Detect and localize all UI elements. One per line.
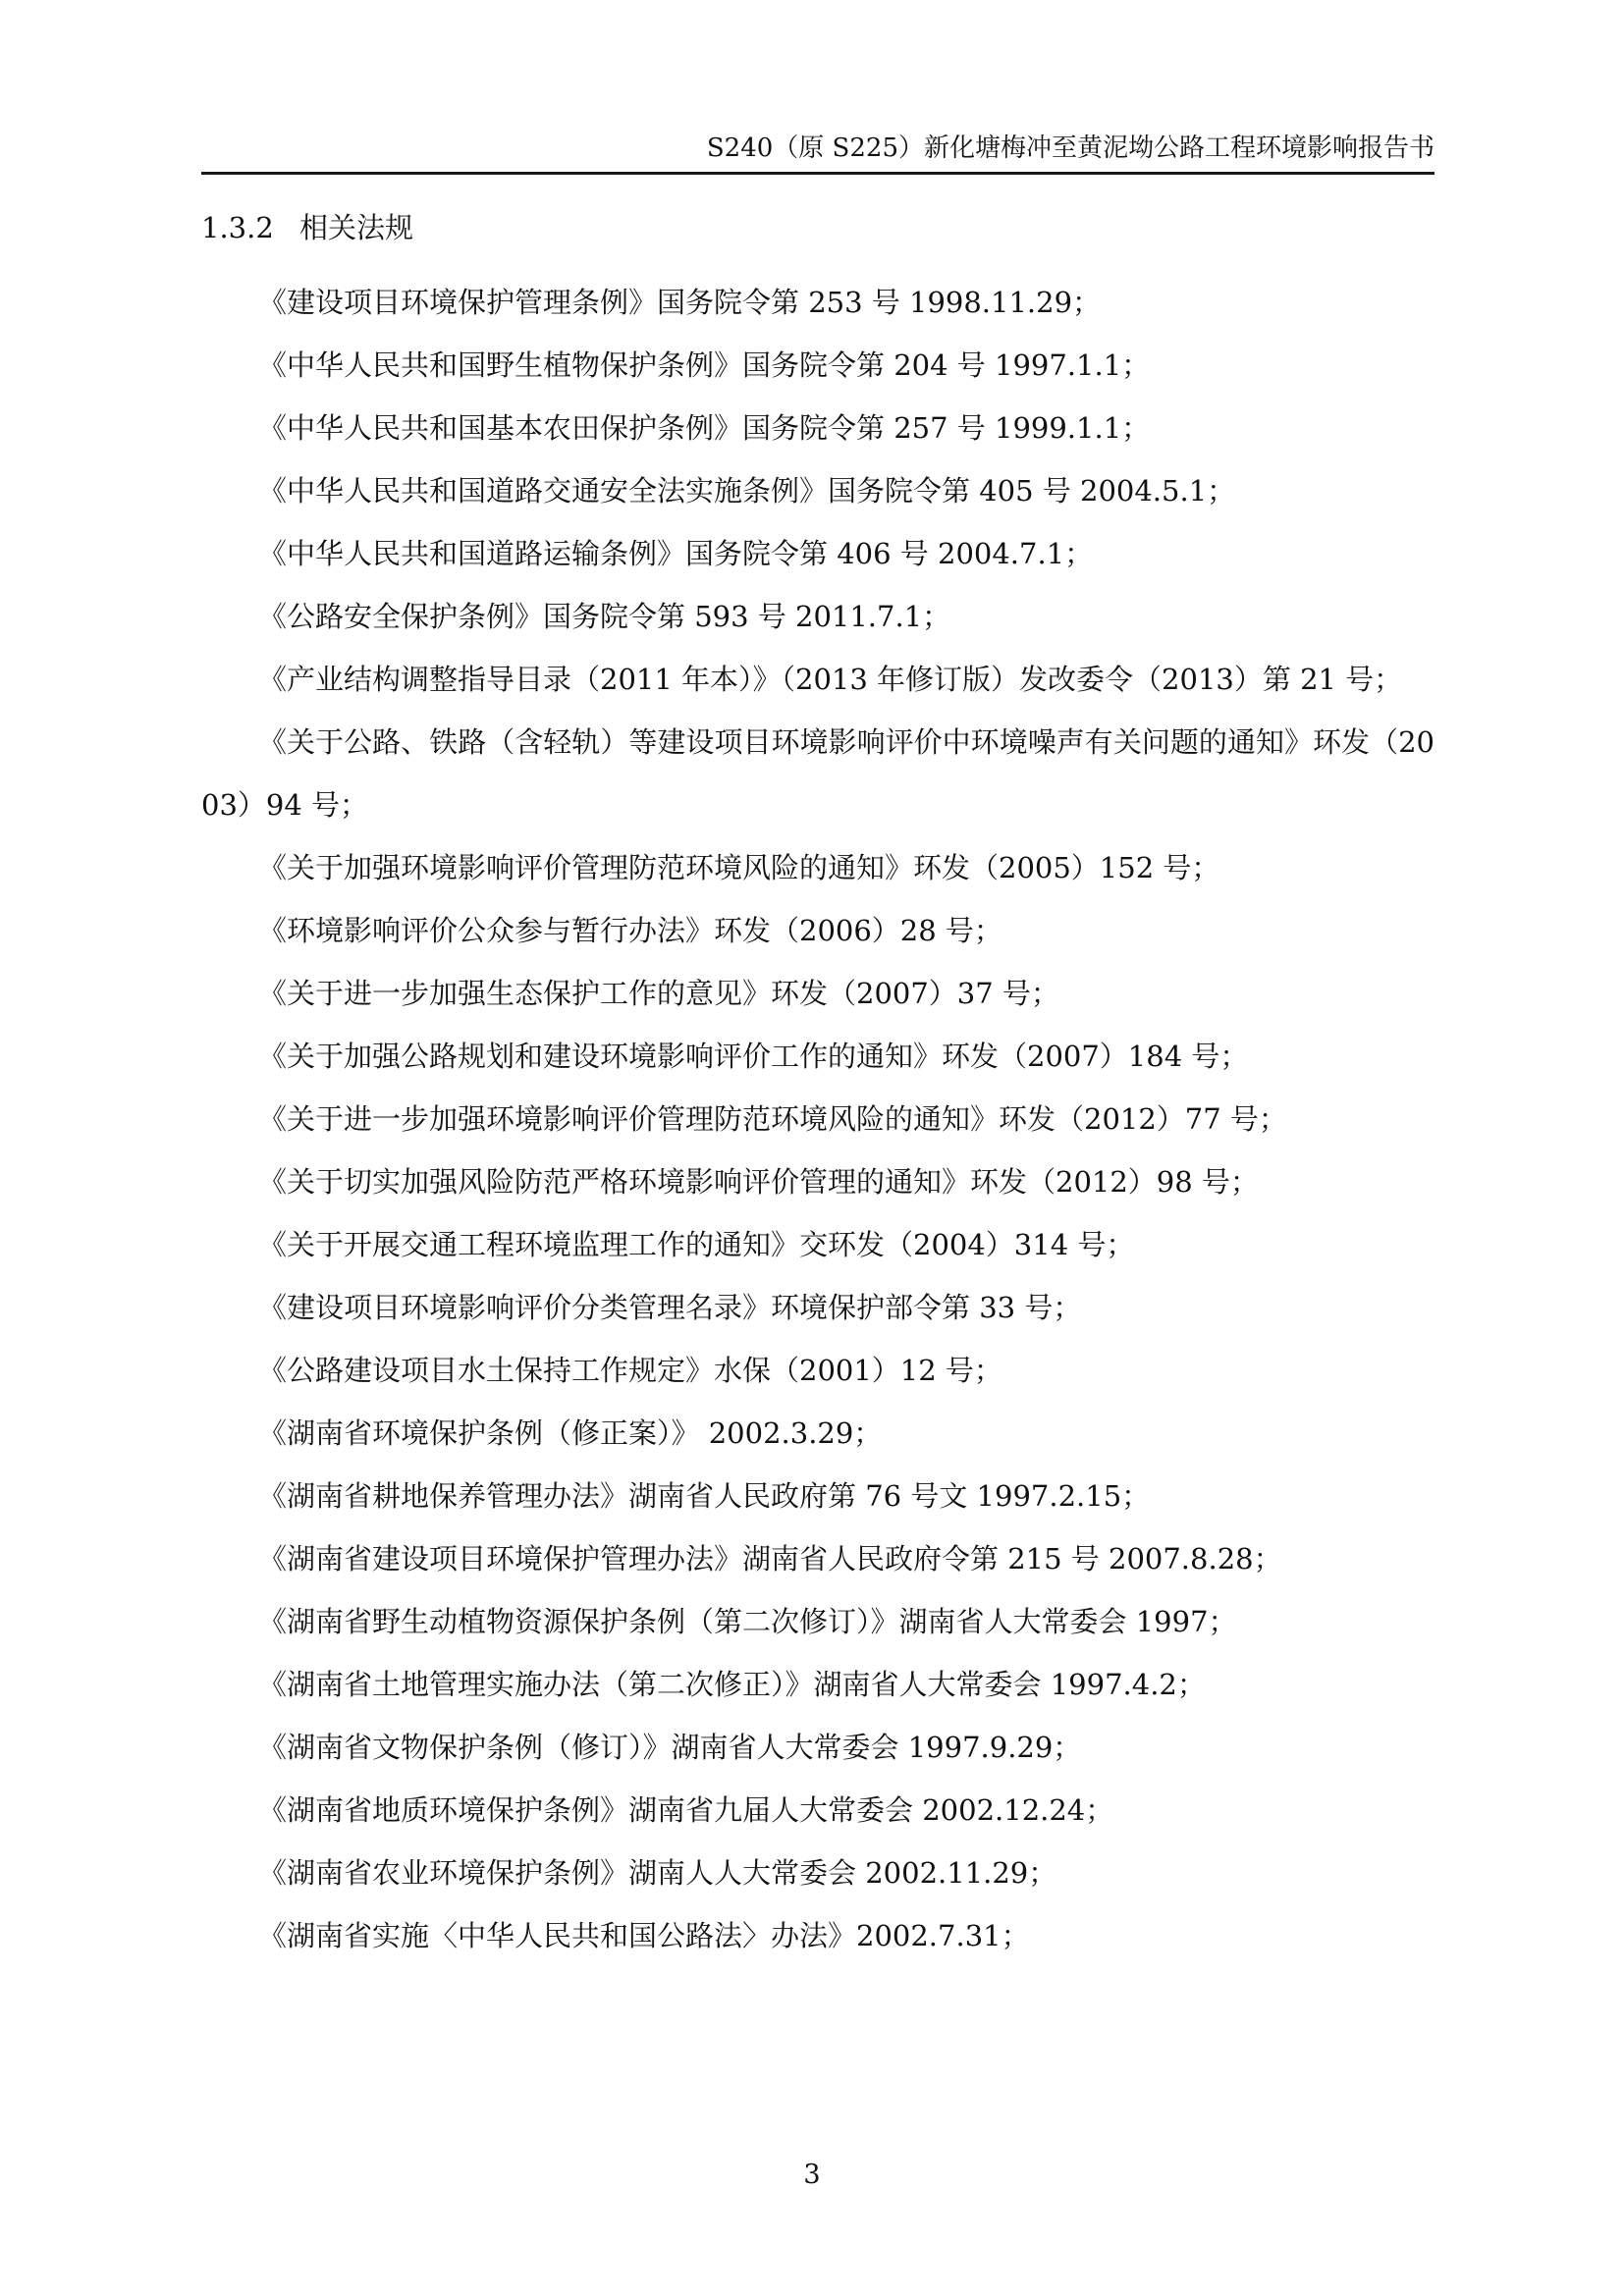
regulation-item: 《关于公路、铁路（含轻轨）等建设项目环境影响评价中环境噪声有关问题的通知》环发（2003）94 号； [201, 725, 1435, 822]
regulation-item: 《建设项目环境影响评价分类管理名录》环境保护部令第 33 号； [258, 1291, 1082, 1324]
regulation-item: 《湖南省耕地保养管理办法》湖南省人民政府第 76 号文 1997.2.15； [258, 1479, 1151, 1513]
regulation-item: 《湖南省农业环境保护条例》湖南人人大常委会 2002.11.29； [258, 1856, 1057, 1890]
section-number: 1.3.2 [201, 211, 274, 244]
regulation-item: 《关于切实加强风险防范严格环境影响评价管理的通知》环发（2012）98 号； [258, 1165, 1259, 1199]
regulation-item: 《关于加强环境影响评价管理防范环境风险的通知》环发（2005）152 号； [258, 851, 1220, 884]
regulation-item: 《中华人民共和国基本农田保护条例》国务院令第 257 号 1999.1.1； [258, 411, 1151, 445]
regulation-item: 《建设项目环境保护管理条例》国务院令第 253 号 1998.11.29； [258, 286, 1102, 319]
page-number: 3 [803, 2160, 821, 2190]
section-title: 相关法规 [299, 211, 414, 244]
regulation-item: 《关于进一步加强环境影响评价管理防范环境风险的通知》环发（2012）77 号； [258, 1102, 1287, 1136]
regulation-list [201, 271, 1435, 1967]
regulation-item: 《公路建设项目水土保持工作规定》水保（2001）12 号； [258, 1354, 1002, 1387]
regulation-item: 《湖南省建设项目环境保护管理办法》湖南省人民政府令第 215 号 2007.8.28； [258, 1542, 1282, 1575]
regulation-item: 《湖南省文物保护条例（修订）》湖南省人大常委会 1997.9.29； [258, 1731, 1082, 1764]
document-body [201, 208, 1435, 1967]
regulation-item: 《中华人民共和国野生植物保护条例》国务院令第 204 号 1997.1.1； [258, 348, 1151, 382]
regulation-item: 《湖南省土地管理实施办法（第二次修正）》湖南省人大常委会 1997.4.2； [258, 1668, 1206, 1701]
regulation-item: 《关于进一步加强生态保护工作的意见》环发（2007）37 号； [258, 977, 1059, 1010]
header-title: S240（原 S225）新化塘梅冲至黄泥坳公路工程环境影响报告书 [706, 133, 1435, 163]
regulation-item: 《中华人民共和国道路运输条例》国务院令第 406 号 2004.7.1； [258, 537, 1094, 570]
regulation-item: 《湖南省环境保护条例（修正案）》 2002.3.29； [258, 1416, 883, 1450]
regulation-item: 《湖南省地质环境保护条例》湖南省九届人大常委会 2002.12.24； [258, 1793, 1114, 1827]
regulation-item: 《关于开展交通工程环境监理工作的通知》交环发（2004）314 号； [258, 1228, 1135, 1261]
regulation-item: 《关于加强公路规划和建设环境影响评价工作的通知》环发（2007）184 号； [258, 1040, 1249, 1073]
regulation-item: 《中华人民共和国道路交通安全法实施条例》国务院令第 405 号 2004.5.1； [258, 474, 1236, 507]
section-heading [201, 208, 1435, 247]
page-header [201, 98, 1435, 175]
regulation-item: 《湖南省野生动植物资源保护条例（第二次修订）》湖南省人大常委会 1997； [258, 1605, 1237, 1638]
regulation-item: 《湖南省实施〈中华人民共和国公路法〉办法》2002.7.31； [258, 1919, 1030, 1952]
regulation-item: 《环境影响评价公众参与暂行办法》环发（2006）28 号； [258, 914, 1002, 947]
regulation-item: 《公路安全保护条例》国务院令第 593 号 2011.7.1； [258, 600, 951, 633]
regulation-item: 《产业结构调整指导目录（2011 年本）》（2013 年修订版）发改委令（2013）第 21 号； [258, 663, 1403, 696]
